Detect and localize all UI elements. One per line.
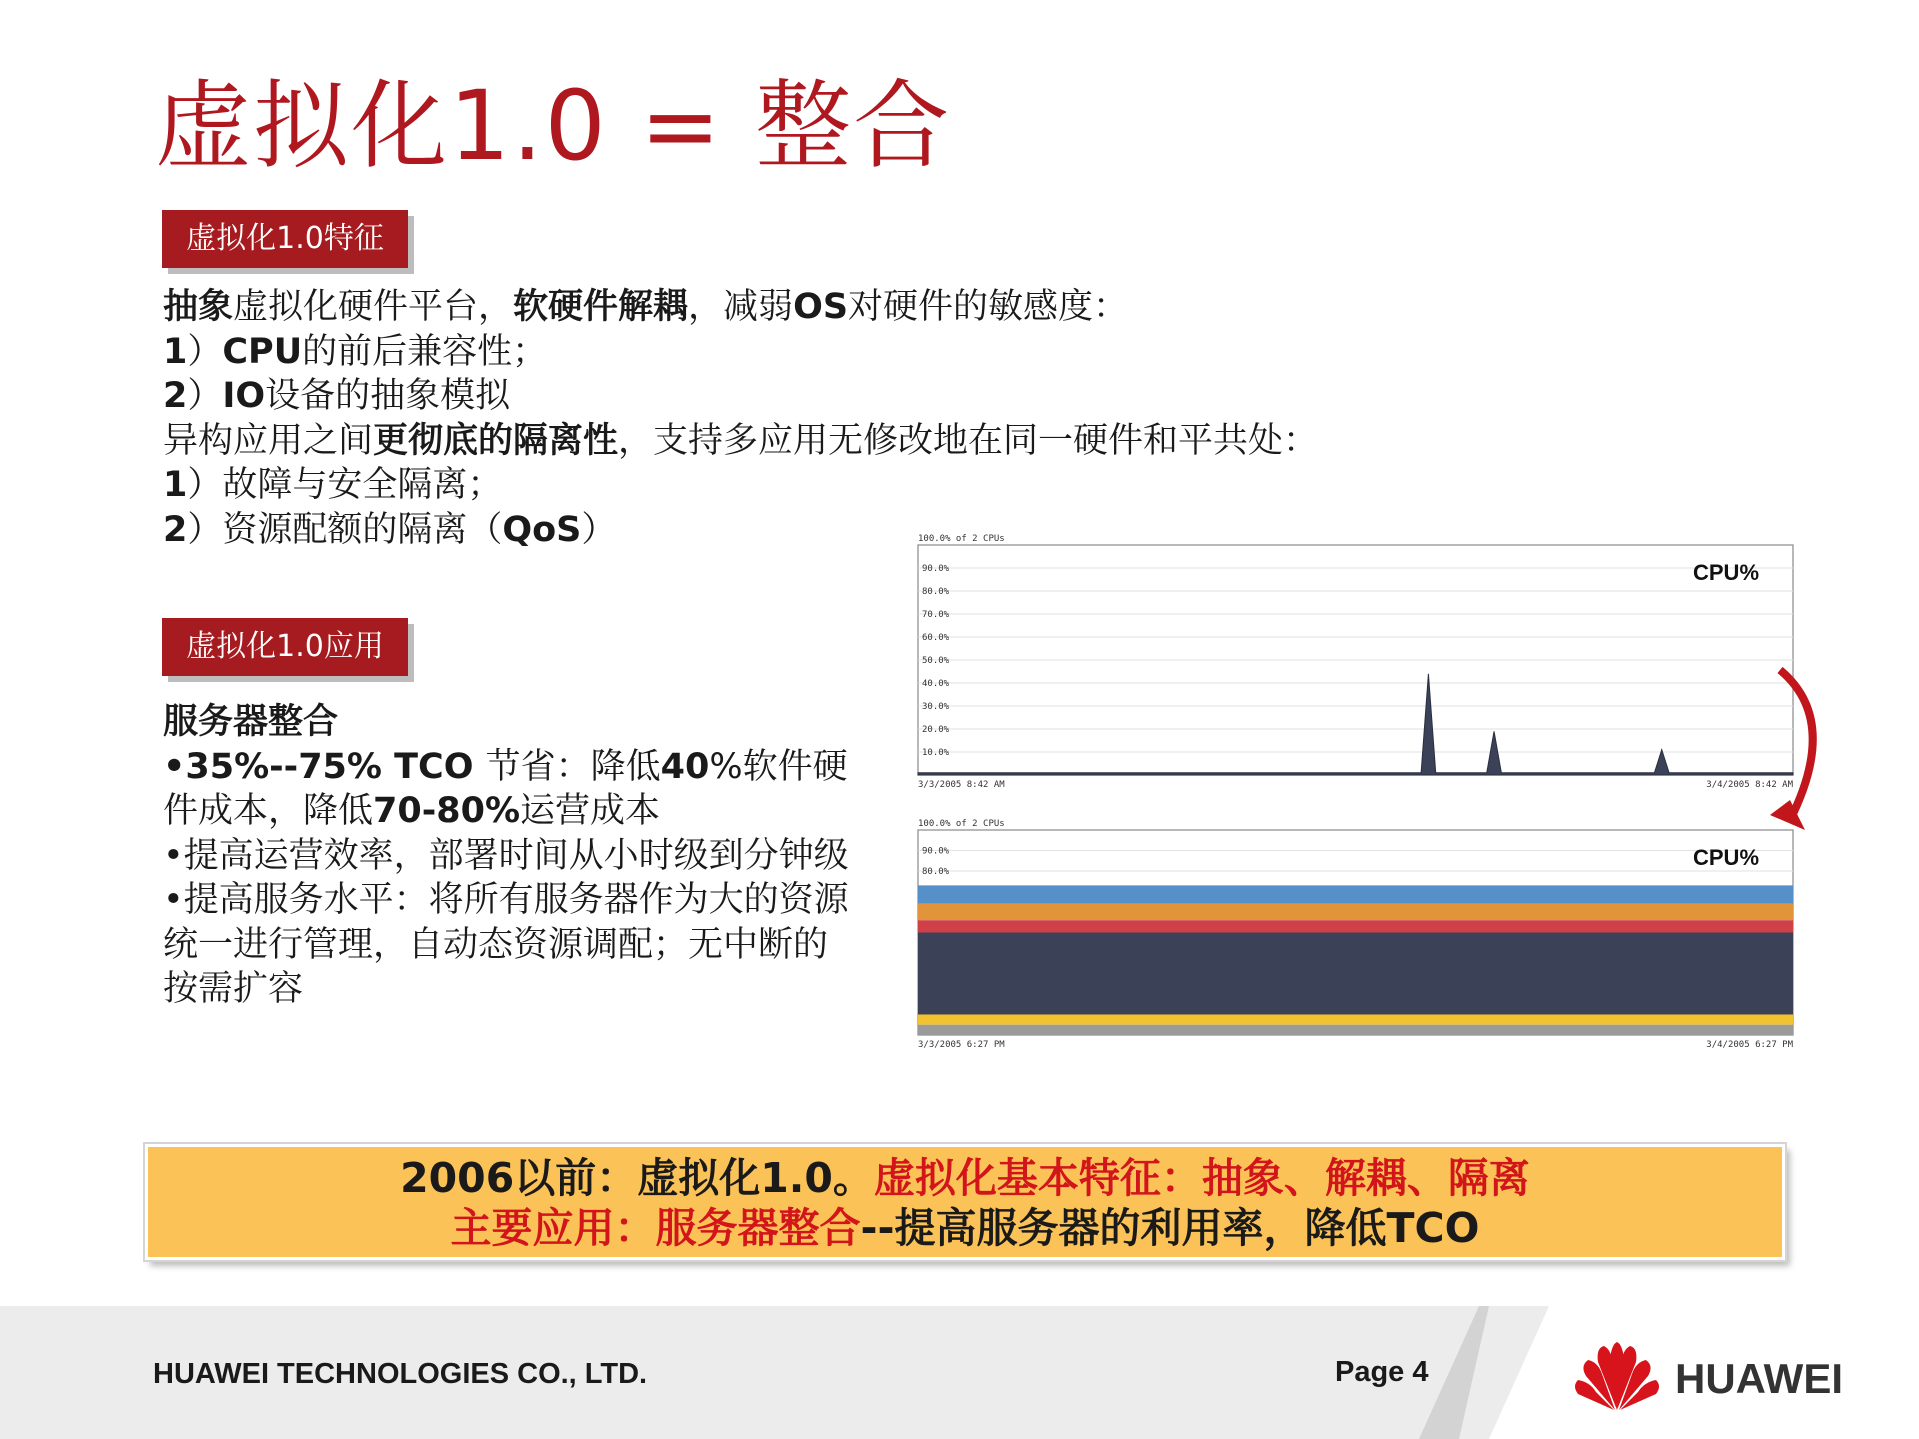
text-line (163, 834, 853, 879)
cpu-series-area-blue (918, 885, 1793, 903)
text-segment: 软硬件解耦 (513, 287, 689, 327)
text-segment: ）资源配额的隔离（ (187, 509, 503, 550)
cpu-chart-before-svg (915, 535, 1795, 790)
summary-line-1-black: 2006以前：虚拟化1.0。 (400, 1154, 874, 1202)
text-segment: •35%--75% TCO (163, 746, 486, 787)
text-segment: ） (187, 376, 223, 416)
company-name: HUAWEI TECHNOLOGIES CO., LTD. (153, 1358, 648, 1390)
text-segment: IO (222, 376, 266, 416)
summary-line-1 (148, 1153, 1782, 1203)
text-segment: %软件硬件成本，降低 (163, 746, 848, 831)
y-tick-label: 20.0% (922, 725, 950, 735)
y-tick-label: 90.0% (922, 846, 950, 857)
cpu-chart-after (915, 820, 1795, 1055)
cpu-series-area-orange (918, 904, 1793, 920)
text-segment: 70-80% (373, 791, 521, 831)
transition-arrow-icon (1760, 660, 1870, 840)
cpu-series-area-yellow (918, 1015, 1793, 1025)
cpu-chart-after-svg (915, 820, 1795, 1055)
text-segment: 对硬件的敏感度： (848, 287, 1129, 327)
cpu-series-area-gray (918, 1025, 1793, 1035)
y-tick-label: 90.0% (922, 564, 950, 574)
cpu-series-area-navy (918, 933, 1793, 1015)
section-tag-features: 虚拟化1.0特征 (162, 210, 408, 268)
text-segment: 服务器整合 (163, 702, 339, 742)
text-segment: 2 (163, 509, 188, 550)
y-tick-label: 60.0% (922, 633, 950, 643)
text-line (163, 285, 1318, 330)
chart-header: 100.0% of 2 CPUs (918, 534, 1005, 544)
text-segment: ，支持多应用无修改地在同一硬件和平共处： (618, 420, 1319, 461)
text-line (163, 419, 1318, 464)
summary-line-1-red: 虚拟化基本特征：抽象、解耦、隔离 (873, 1154, 1530, 1202)
summary-box (145, 1144, 1785, 1260)
text-segment: 运营成本 (520, 791, 661, 831)
slide-title: 虚拟化1.0 = 整合 (155, 70, 952, 182)
text-line (163, 374, 1318, 419)
x-start-label: 3/3/2005 8:42 AM (918, 780, 1005, 790)
y-tick-label: 80.0% (922, 587, 950, 597)
text-line (163, 463, 1318, 508)
huawei-logo-icon (1572, 1340, 1662, 1412)
cpu-chart-before (915, 535, 1795, 790)
section-tag-applications: 虚拟化1.0应用 (162, 618, 408, 676)
text-segment: ） (187, 331, 223, 372)
cpu-series-area-red (918, 920, 1793, 932)
y-tick-label: 70.0% (922, 610, 950, 620)
text-segment: ，减弱 (688, 287, 794, 327)
text-line (163, 330, 1318, 375)
text-segment: QoS (502, 509, 582, 550)
y-tick-label: 10.0% (922, 748, 950, 758)
summary-line-2-red: 主要应用：服务器整合 (450, 1204, 861, 1252)
summary-line-2-black: --提高服务器的利用率，降低TCO (860, 1204, 1480, 1252)
x-start-label: 3/3/2005 6:27 PM (918, 1040, 1005, 1050)
y-tick-label: 30.0% (922, 702, 950, 712)
text-segment: 40 (660, 746, 710, 787)
text-line (163, 700, 853, 745)
text-segment: 更彻底的隔离性 (373, 420, 619, 461)
chart-series-label: CPU% (1693, 845, 1760, 870)
chart-series-label: CPU% (1693, 560, 1760, 585)
text-segment: 节省：降低 (485, 746, 661, 787)
applications-text (163, 700, 853, 1012)
huawei-brand-text: HUAWEI (1675, 1355, 1843, 1402)
text-segment: 的前后兼容性； (302, 331, 548, 372)
text-segment: 2 (163, 376, 188, 416)
text-line (163, 745, 853, 834)
features-text (163, 285, 1318, 552)
y-tick-label: 80.0% (922, 867, 950, 877)
text-segment: 1 (163, 331, 188, 372)
text-segment: ）故障与安全隔离； (187, 465, 503, 505)
y-tick-label: 40.0% (922, 679, 950, 689)
text-line (163, 878, 853, 1012)
text-segment: •提高运营效率，部署时间从小时级到分钟级 (163, 835, 849, 876)
summary-line-2 (148, 1203, 1782, 1253)
page-number: Page 4 (1335, 1356, 1429, 1388)
text-segment: CPU (222, 331, 303, 372)
chart-header: 100.0% of 2 CPUs (918, 819, 1005, 829)
x-end-label: 3/4/2005 8:42 AM (1706, 780, 1793, 790)
text-segment: 虚拟化硬件平台， (233, 287, 514, 327)
text-segment: 设备的抽象模拟 (265, 376, 511, 416)
text-segment: •提高服务水平：将所有服务器作为大的资源统一进行管理，自动态资源调配；无中断的按需扩容 (163, 880, 849, 1009)
footer-divider (1419, 1306, 1489, 1439)
text-segment: 异构应用之间 (163, 420, 374, 461)
x-end-label: 3/4/2005 6:27 PM (1706, 1040, 1793, 1050)
y-tick-label: 50.0% (922, 656, 950, 666)
text-segment: 1 (163, 465, 188, 505)
text-segment: 抽象 (163, 287, 234, 327)
text-segment: OS (793, 287, 849, 327)
text-segment: ） (581, 509, 617, 550)
